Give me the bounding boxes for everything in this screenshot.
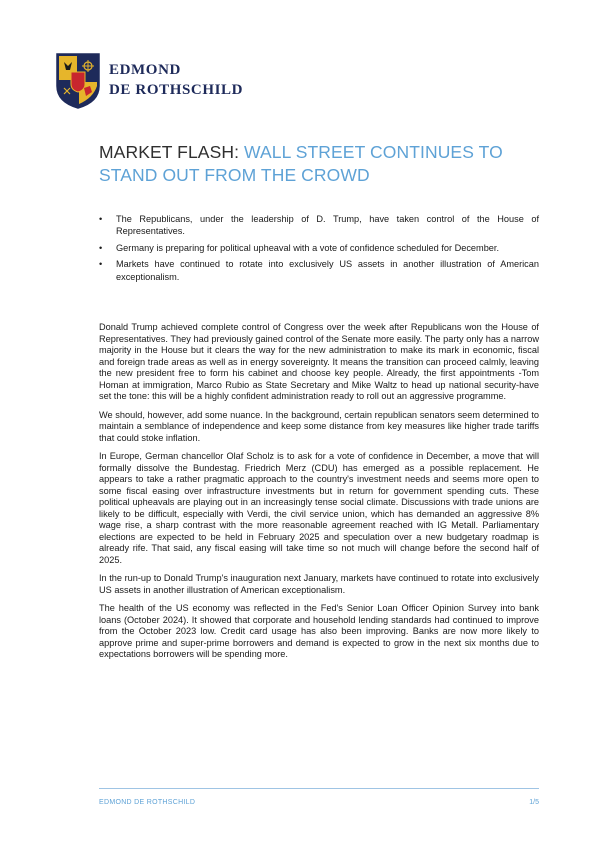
key-point-item [99, 258, 539, 283]
bullet-dot-icon: • [99, 259, 103, 270]
brand-line-2: DE ROTHSCHILD [109, 82, 244, 98]
page-number: 1/5 [529, 799, 539, 806]
bullet-dot-icon: • [99, 214, 103, 224]
body-paragraph: In the run-up to Donald Trump's inauguration next January, markets have continued to rotate into exclusively US assets in another illustration of American exceptionalism. [99, 573, 539, 595]
key-point-text: Markets have continued to rotate into exclusively US assets in another illustration of American exceptionalism. [116, 259, 539, 282]
key-point-text: The Republicans, under the leadership of D. Trump, have taken control of the House of Representatives. [116, 214, 539, 237]
page-title [99, 141, 549, 187]
title-prefix: MARKET FLASH: [99, 142, 240, 162]
body-paragraph: Donald Trump achieved complete control of Congress over the week after Republicans won the House of Representatives. They had previously gained control of the Senate more easily. The party only has a narrow majority in the House but it clears the way for the new administration to make its mark in economic, fiscal and foreign trade areas as well as in energy sovereignty. It means the transition can proceed calmly, leaving the new president free to form his cabinet and choose key people. Already, the first appointments -Tom Homan at immigration, Marco Rubio as State Secretary and Mike Waltz to head up national security-have set the tone: this will be a highly confident administration ready to roll out an aggressive programme. [99, 322, 539, 401]
article-body [99, 322, 539, 668]
body-paragraph: We should, however, add some nuance. In the background, certain republican senators seem determined to maintain a semblance of independence and keep some distance from key measures like higher trade tariffs that could stoke inflation. [99, 409, 539, 443]
coat-of-arms-logo-icon [55, 52, 101, 110]
key-point-text: Germany is preparing for political upheaval with a vote of confidence scheduled for December. [116, 242, 500, 253]
brand-wordmark [109, 60, 243, 100]
key-point-item [99, 213, 539, 238]
footer-company: EDMOND DE ROTHSCHILD [99, 799, 196, 806]
key-point-item [99, 242, 539, 254]
brand-line-1: EDMOND [109, 62, 181, 78]
body-paragraph: In Europe, German chancellor Olaf Scholz is to ask for a vote of confidence in December, a move that will formally dissolve the Bundestag. Friedrich Merz (CDU) has emerged as a possible replacement. He appears to take a rather pragmatic approach to the country's investment needs and seems more open to some fiscal easing over infrastructure investments but in return for government spending cuts. These political upheavals are playing out in an increasingly tense social climate. Discussions with trade unions are likely to be difficult, especially with Verdi, the civil service union, which has demanded an aggressive 8% wage rise, a sharp contrast with the more reasonable agreement reached with IG Metall. Parliamentary elections are expected to be held in February 2025 and speculation over a new budgetary roadmap is already rife. That said, any fiscal easing will take time so not much will change before the second half of 2025. [99, 451, 539, 565]
key-points-list [99, 213, 539, 287]
bullet-dot-icon: • [99, 242, 103, 253]
footer-divider [99, 788, 539, 789]
body-paragraph: The health of the US economy was reflected in the Fed's Senior Loan Officer Opinion Survey into bank loans (October 2024). It showed that corporate and household lending standards had continued to improve from the October 2023 low. Credit card usage has also been improving. Banks are now more likely to approve prime and super-prime borrowers and demand is expected to grow in the next six months due to expectations borrowers will be spending more. [99, 603, 539, 659]
title-highlight: WALL STREET CONTINUES TO STAND OUT FROM THE CROWD [99, 142, 503, 185]
